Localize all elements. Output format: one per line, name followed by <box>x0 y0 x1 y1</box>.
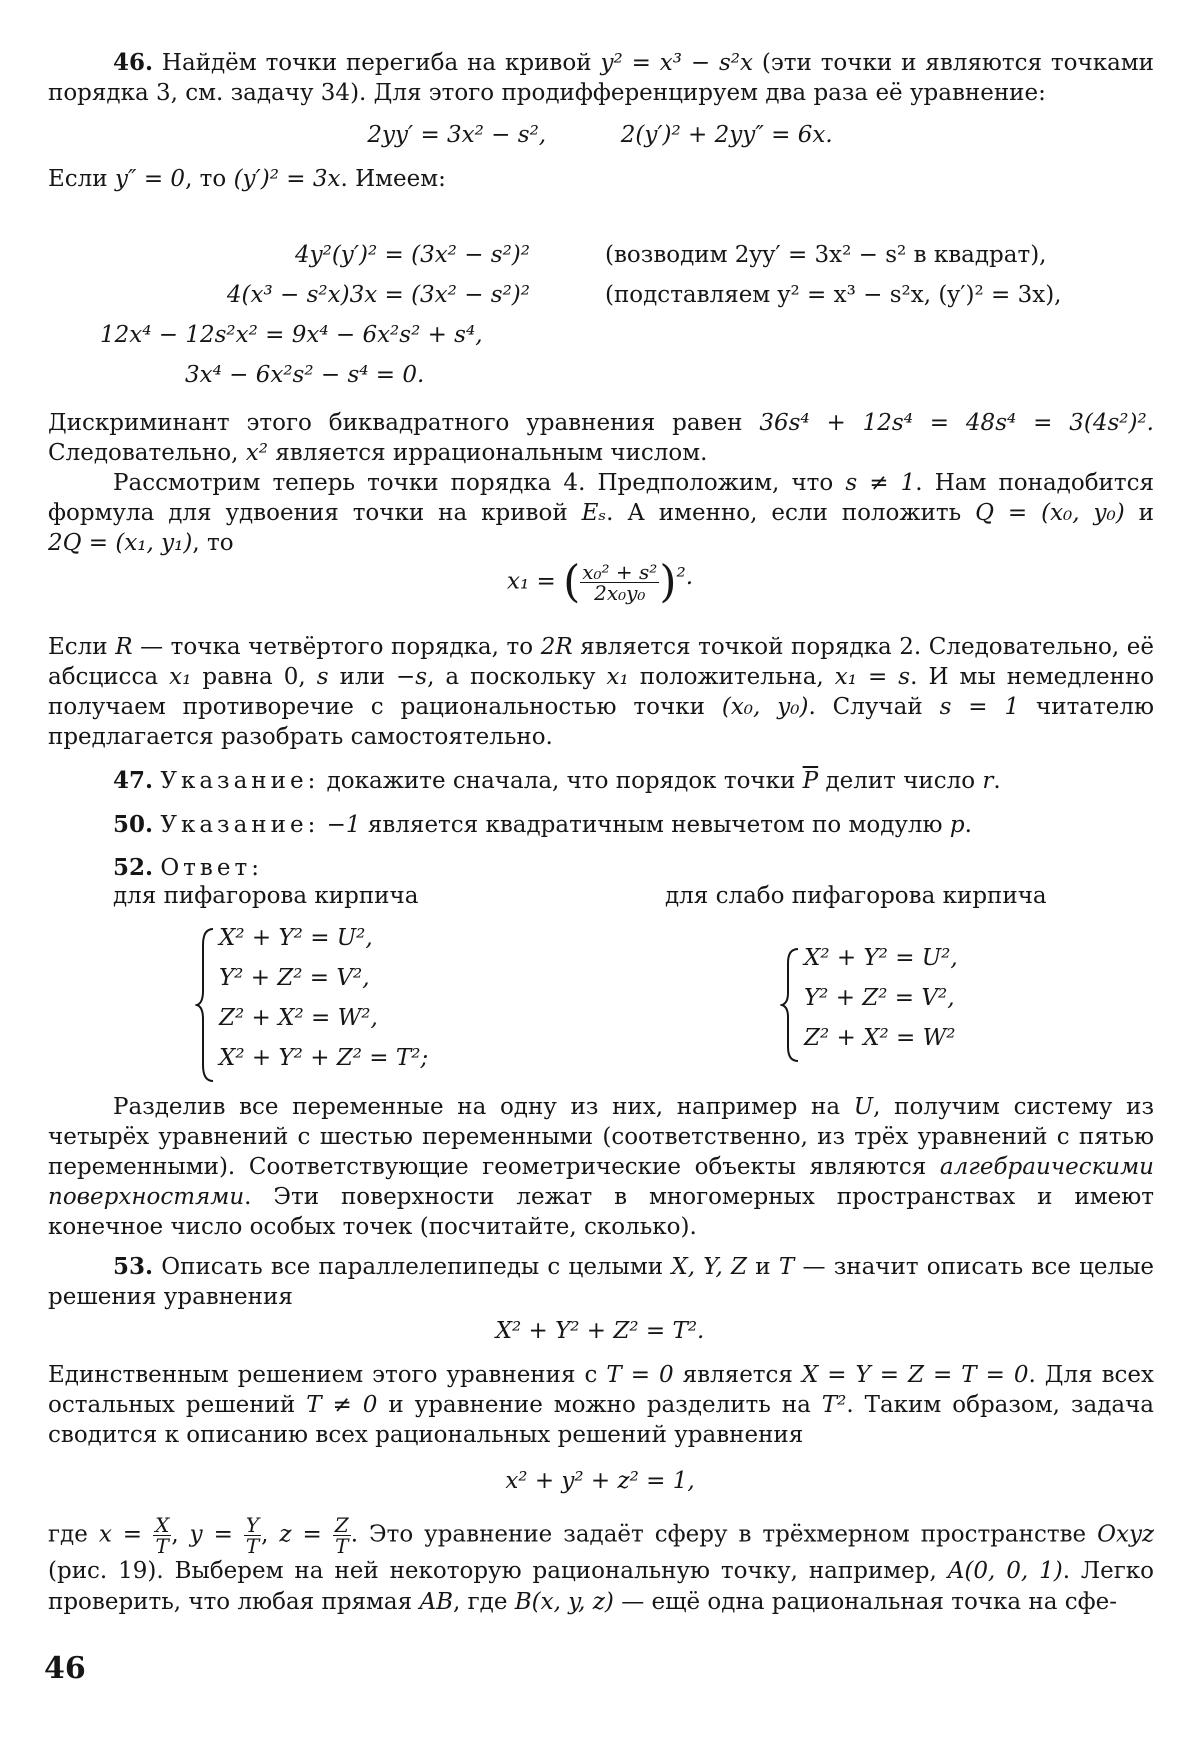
paragraph-unique-solution: Единственным решением этого уравнения с T = 0 является X = Y = Z = T = 0. Для всех остальных решений T ≠ 0 и уравнение можно разделить на T². Таким образом, задача сводится к описанию всех рациональных решений уравнения <box>48 1362 1155 1448</box>
paragraph-order-4-proof: Если R — точка четвёртого порядка, то 2R является точкой порядка 2. Следовательно, её абсцисса x₁ равна 0, s или −s, а поскольку x₁ положительна, x₁ = s. И мы немедленно получаем противоречие с рациональностью точки (x₀, y₀). Случай s = 1 читателю предлагается разобрать самостоятельно. <box>48 634 1155 750</box>
problem-47: 47. Указание: докажите сначала, что порядок точки $\overline{P}$ делит число r. <box>113 767 1001 794</box>
problem-number: 46. <box>113 49 154 76</box>
left-brace <box>780 945 802 1065</box>
equation-derivatives: 2yy′ = 3x² − s², 2(y′)² + 2yy″ = 6x. <box>367 122 833 148</box>
problem-50: 50. Указание: −1 является квадратичным невычетом по модулю p. <box>113 811 972 838</box>
equation-sphere: x² + y² + z² = 1, <box>505 1468 695 1494</box>
derivation-line-4: 3x⁴ − 6x²s² − s⁴ = 0. <box>185 362 425 388</box>
problem-52-heading: 52. Ответ: <box>113 854 263 881</box>
page-number: 46 <box>44 1651 86 1686</box>
problem-number: 53. <box>113 1253 154 1280</box>
equation-doubling: x₁ = ( $\frac{\text{x₀² + s²}}{\text{2x₀y₀}}$ )². <box>506 556 694 608</box>
derivation-line-3: 12x⁴ − 12s²x² = 9x⁴ − 6x²s² + s⁴, <box>100 322 483 348</box>
fraction: $\frac{Y}{T}$ <box>245 1513 260 1558</box>
fraction: $\frac{X}{T}$ <box>155 1513 170 1558</box>
problem-number: 52. <box>113 854 154 881</box>
paragraph-discriminant: Дискриминант этого биквадратного уравнения равен 36s⁴ + 12s⁴ = 48s⁴ = 3(4s²)². Следовательно, x² является иррациональным числом. <box>48 410 1154 466</box>
problem-number: 50. <box>113 811 154 838</box>
problem-46-intro: 46. Найдём точки перегиба на кривой y² = x³ − s²x (эти точки и являются точками порядка 3, см. задачу 34). Для этого продифференцируем два раза её уравнение: <box>48 49 1155 106</box>
derivation-comment-1: (возводим 2yy′ = 3x² − s² в квадрат), <box>605 242 1047 268</box>
paragraph-order-4: Рассмотрим теперь точки порядка 4. Предположим, что s ≠ 1. Нам понадобится формула для удвоения точки на кривой Eₛ. А именно, если положить Q = (x₀, y₀) и 2Q = (x₁, y₁), то <box>48 470 1154 556</box>
fraction: $\frac{\text{x₀² + s²}}{\text{2x₀y₀}}$ <box>582 560 658 605</box>
label-weak-pythagorean-brick: для слабо пифагорова кирпича <box>665 883 1047 909</box>
problem-53-intro: 53. Описать все параллелепипеды с целыми X, Y, Z и T — значит описать все целые решения уравнения <box>48 1253 1155 1310</box>
system-pythagorean-brick: X² + Y² = U², Y² + Z² = V², Z² + X² = W², X² + Y² + Z² = T²; <box>195 925 475 1085</box>
paragraph-if-y2: Если y″ = 0, то (y′)² = 3x. Имеем: <box>48 166 446 192</box>
paragraph-sphere: где x = $\frac{X}{T}$ , y = $\frac{Y}{T}$ , z = $\frac{Z}{T}$ . Это уравнение задаёт сферу в трёхмерном пространстве Oxyz (рис. 19). Выберем на ней некоторую рациональную точку, например, A(0, 0, 1). Легко проверить, что любая прямая AB, где B(x, y, z) — ещё одна рациональная точка на сфе- <box>48 1513 1155 1615</box>
left-brace <box>195 925 217 1085</box>
derivation-comment-2: (подставляем y² = x³ − s²x, (y′)² = 3x), <box>605 282 1062 308</box>
paragraph-algebraic-surfaces: Разделив все переменные на одну из них, например на U, получим систему из четырёх уравнений с шестью переменными (соответственно, из трёх уравнений с пятью переменными). Соответствующие геометрические объекты являются алгебраическими поверхностями. Эти поверхности лежат в многомерных пространствах и имеют конечное число особых точек (посчитайте, сколько). <box>48 1094 1154 1240</box>
label-pythagorean-brick: для пифагорова кирпича <box>113 883 419 909</box>
derivation-line-2: 4(x³ − s²x)3x = (3x² − s²)² <box>226 282 530 308</box>
fraction: $\frac{Z}{T}$ <box>334 1513 349 1558</box>
derivation-line-1: 4y²(y′)² = (3x² − s²)² <box>294 242 530 268</box>
problem-number: 47. <box>113 767 154 794</box>
system-weak-pythagorean-brick: X² + Y² = U², Y² + Z² = V², Z² + X² = W² <box>780 945 1040 1065</box>
equation-brick: X² + Y² + Z² = T². <box>495 1318 705 1344</box>
